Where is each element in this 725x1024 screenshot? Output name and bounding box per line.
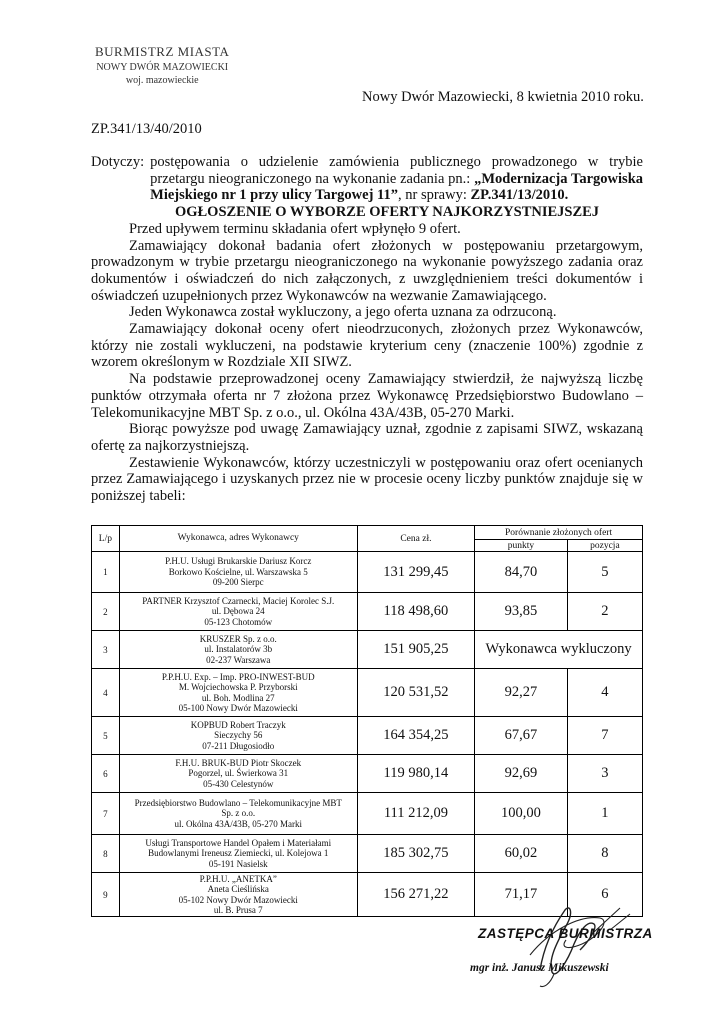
subject-block <box>91 154 643 204</box>
contractor-cell <box>119 593 357 631</box>
table-row <box>92 552 643 593</box>
position-cell: 1 <box>567 793 642 835</box>
row-number: 8 <box>92 835 120 873</box>
header-comparison: Porównanie złożonych ofert <box>475 526 643 540</box>
excluded-cell: Wykonawca wykluczony <box>475 631 643 669</box>
position-cell: 2 <box>567 593 642 631</box>
price-cell: 119 980,14 <box>357 755 474 793</box>
header-position: pozycja <box>567 540 642 552</box>
row-number: 1 <box>92 552 120 593</box>
contractor-line: P.P.H.U. Exp. – Imp. PRO-INWEST-BUD <box>161 671 315 682</box>
contractor-line: Sieczychy 56 <box>214 730 263 741</box>
table-row <box>92 593 643 631</box>
points-cell: 100,00 <box>475 793 568 835</box>
position-cell: 6 <box>567 873 642 917</box>
signature-stamp-name: mgr inż. Janusz Mikuszewski <box>470 962 609 974</box>
position-cell: 8 <box>567 835 642 873</box>
contractor-cell <box>119 669 357 717</box>
price-cell: 164 354,25 <box>357 717 474 755</box>
signature-stamp-title: ZASTĘPCA BURMISTRZA <box>478 926 653 941</box>
contractor-line: P.H.U. Usługi Brukarskie Dariusz Korcz <box>165 556 312 567</box>
reference-number: ZP.341/13/40/2010 <box>91 121 202 137</box>
position-cell: 4 <box>567 669 642 717</box>
paragraph: Zestawienie Wykonawców, którzy uczestniczyli w postępowaniu oraz ofert ocenianych przez Zamawiającego i uzyskanych przez nie w procesie oceny liczby punktów znajduje się w poniższej tabeli: <box>91 454 643 505</box>
row-number: 9 <box>92 873 120 917</box>
subject-title: „Modernizacja Targowiska Miejskiego nr 1 przy ulicy Targowej 11” <box>150 170 644 204</box>
table-row <box>92 669 643 717</box>
contractor-line: Borkowo Kościelne, ul. Warszawska 5 <box>168 566 308 577</box>
paragraph: Zamawiający dokonał oceny ofert nieodrzuconych, złożonych przez Wykonawców, którzy nie zostali wykluczeni, na podstawie kryterium ceny (znaczenie 100%) zgodnie z wzorem określonym w Rozdziale XII SIWZ. <box>91 321 643 371</box>
position-cell: 5 <box>567 552 642 593</box>
row-number: 4 <box>92 669 120 717</box>
contractor-cell <box>119 793 357 835</box>
header-lp: L/p <box>92 526 120 552</box>
paragraph: Przed upływem terminu składania ofert wpłynęło 9 ofert. <box>129 220 461 237</box>
price-cell: 120 531,52 <box>357 669 474 717</box>
header-price: Cena zł. <box>357 526 474 552</box>
table-row <box>92 631 643 669</box>
contractor-line: ul. Dębowa 24 <box>211 606 265 617</box>
table-row <box>92 835 643 873</box>
contractor-line: PARTNER Krzysztof Czarnecki, Maciej Korolec S.J. <box>142 595 335 606</box>
paragraph: Biorąc powyższe pod uwagę Zamawiający uznał, zgodnie z zapisami SIWZ, wskazaną ofertę za najkorzystniejszą. <box>91 421 643 454</box>
header-points: punkty <box>475 540 568 552</box>
letter-body <box>91 154 643 505</box>
table-row <box>92 755 643 793</box>
points-cell: 71,17 <box>475 873 568 917</box>
subject-text-b: , nr sprawy: <box>398 187 471 204</box>
contractor-line: ul. B. Prusa 7 <box>213 905 263 915</box>
row-number: 7 <box>92 793 120 835</box>
contractor-line: KOPBUD Robert Traczyk <box>190 719 286 730</box>
header-contractor: Wykonawca, adres Wykonawcy <box>119 526 357 552</box>
price-cell: 111 212,09 <box>357 793 474 835</box>
contractor-line: Pogorzel, ul. Świerkowa 31 <box>188 768 289 779</box>
price-cell: 151 905,25 <box>357 631 474 669</box>
row-number: 2 <box>92 593 120 631</box>
contractor-cell <box>119 835 357 873</box>
contractor-line: 05-191 Nasielsk <box>208 858 268 869</box>
subject-text <box>150 154 643 204</box>
issuer-stamp <box>95 44 229 86</box>
points-cell: 93,85 <box>475 593 568 631</box>
contractor-line: P.P.H.U. „ANETKA” <box>199 873 277 884</box>
stamp-line-3: woj. mazowieckie <box>125 75 199 86</box>
contractor-line: 05-430 Celestynów <box>203 778 274 789</box>
contractor-line: 05-102 Nowy Dwór Mazowiecki <box>178 894 298 905</box>
table-row <box>92 717 643 755</box>
contractor-cell <box>119 755 357 793</box>
contractor-line: Sp. z o.o. <box>221 808 256 819</box>
contractor-line: 05-123 Chotomów <box>204 616 273 627</box>
stamp-line-2: NOWY DWÓR MAZOWIECKI <box>96 62 229 73</box>
offers-table <box>91 525 643 917</box>
points-cell: 60,02 <box>475 835 568 873</box>
contractor-line: Budowlanymi Ireneusz Ziemiecki, ul. Kolejowa 1 <box>148 848 329 859</box>
paragraph: Zamawiający dokonał badania ofert złożonych w postępowaniu przetargowym, prowadzonym w trybie przetargu nieograniczonego na wykonanie powyższego zadania oraz dokumentów i oświadczeń do nich załączonych, z uwzględnieniem treści dokumentów i oświadczeń uzupełnionych przez Wykonawców na wezwanie Zamawiającego. <box>91 237 643 304</box>
contractor-line: M. Wojciechowska P. Przyborski <box>178 682 298 692</box>
contractor-line: Aneta Cieślińska <box>207 884 269 894</box>
position-cell: 7 <box>567 717 642 755</box>
contractor-cell <box>119 717 357 755</box>
offers-table-body <box>92 552 643 917</box>
contractor-line: Usługi Transportowe Handel Opałem i Materiałami <box>145 837 332 848</box>
contractor-line: 07-211 Długosiodło <box>202 740 275 751</box>
contractor-line: ul. Boh. Modlina 27 <box>201 692 275 703</box>
contractor-cell <box>119 552 357 593</box>
contractor-line: KRUSZER Sp. z o.o. <box>199 633 277 644</box>
points-cell: 84,70 <box>475 552 568 593</box>
position-cell: 3 <box>567 755 642 793</box>
contractor-line: 09-200 Sierpc <box>212 577 264 588</box>
contractor-cell <box>119 873 357 917</box>
points-cell: 67,67 <box>475 717 568 755</box>
contractor-line: Przedsiębiorstwo Budowlano – Telekomunikacyjne MBT <box>134 797 342 808</box>
stamp-line-1: BURMISTRZ MIASTA <box>95 44 230 59</box>
price-cell: 185 302,75 <box>357 835 474 873</box>
price-cell: 156 271,22 <box>357 873 474 917</box>
points-cell: 92,27 <box>475 669 568 717</box>
row-number: 3 <box>92 631 120 669</box>
contractor-line: ul. Okólna 43A/43B, 05-270 Marki <box>174 818 302 829</box>
subject-text-a: postępowania o udzielenie zamówienia publicznego prowadzonego w trybie przetargu nieograniczonego na wykonanie zadania pn.: <box>150 154 643 187</box>
subject-label: Dotyczy: <box>91 154 145 170</box>
date-line: Nowy Dwór Mazowiecki, 8 kwietnia 2010 roku. <box>362 89 644 105</box>
contractor-line: F.H.U. BRUK-BUD Piotr Skoczek <box>175 757 302 768</box>
paragraph: Jeden Wykonawca został wykluczony, a jego oferta uznana za odrzuconą. <box>129 304 557 321</box>
contractor-line: ul. Instalatorów 3b <box>204 644 273 655</box>
row-number: 5 <box>92 717 120 755</box>
announcement-title: OGŁOSZENIE O WYBORZE OFERTY NAJKORZYSTNIEJSZEJ <box>174 204 600 221</box>
handwritten-signature <box>470 900 680 990</box>
contractor-line: 02-237 Warszawa <box>206 654 271 665</box>
contractor-cell <box>119 631 357 669</box>
row-number: 6 <box>92 755 120 793</box>
paragraph: Na podstawie przeprowadzonej oceny Zamawiający stwierdził, że najwyższą liczbę punktów otrzymała oferta nr 7 złożona przez Wykonawcę Przedsiębiorstwo Budowlano – Telekomunikacyjne MBT Sp. z o.o., ul. Okólna 43A/43B, 05-270 Marki. <box>91 371 643 421</box>
price-cell: 118 498,60 <box>357 593 474 631</box>
case-number: ZP.341/13/2010. <box>470 187 569 204</box>
table-row <box>92 793 643 835</box>
points-cell: 92,69 <box>475 755 568 793</box>
price-cell: 131 299,45 <box>357 552 474 593</box>
contractor-line: 05-100 Nowy Dwór Mazowiecki <box>178 703 298 713</box>
